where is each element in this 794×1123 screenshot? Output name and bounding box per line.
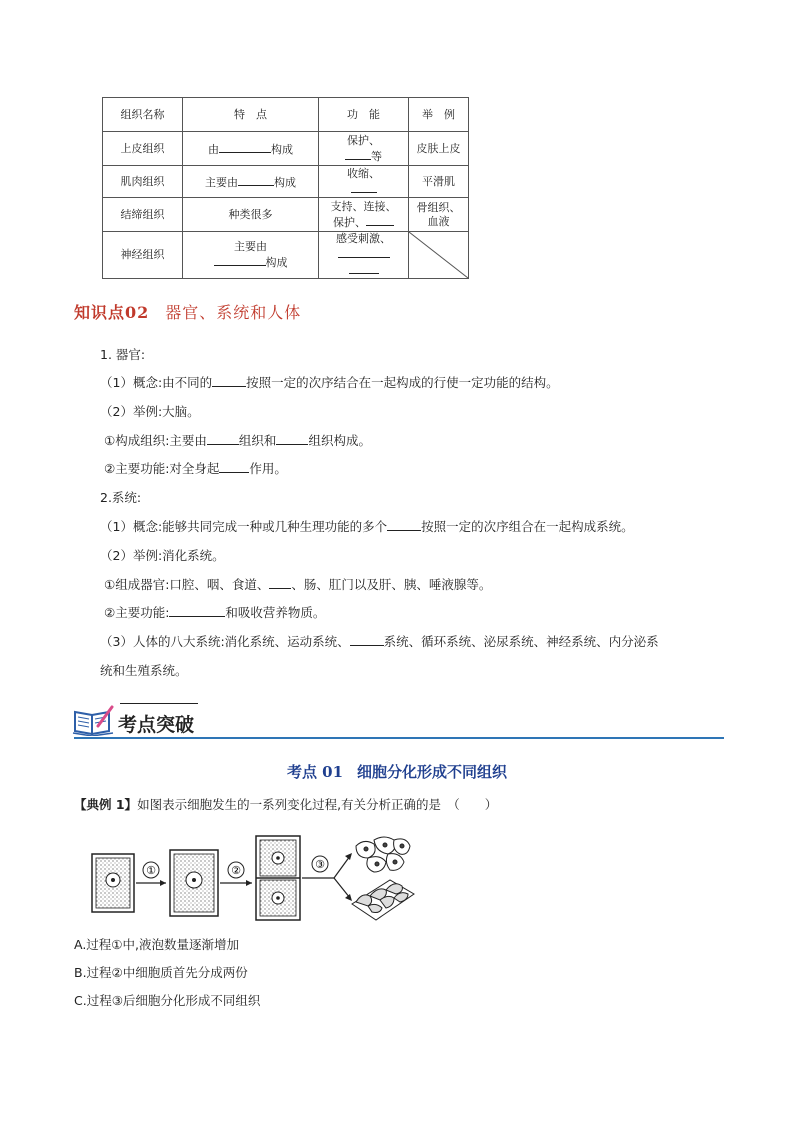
table-row <box>103 132 469 166</box>
text-line: （1）概念:由不同的 按照一定的次序结合在一起构成的行使一定功能的结构。 <box>100 375 559 390</box>
tissue-feature: 由 构成 <box>183 132 319 166</box>
fill-blank <box>349 262 379 274</box>
cell-2 <box>170 850 218 916</box>
fill-blank <box>219 141 271 153</box>
cell-division-diagram <box>88 832 418 924</box>
empty-diagonal-cell <box>409 232 469 279</box>
text-line: （2）举例:消化系统。 <box>100 548 225 563</box>
text-line: （2）举例:大脑。 <box>100 404 200 419</box>
text-line: ②主要功能: 和吸收营养物质。 <box>104 605 326 620</box>
fill-blank <box>366 214 394 226</box>
table-row <box>103 166 469 198</box>
tissue-function: 保护、 等 <box>319 132 409 166</box>
tissue-table <box>102 97 469 279</box>
step-label: ③ <box>315 858 325 871</box>
tissue-function: 收缩、 <box>319 166 409 198</box>
fill-blank <box>269 576 291 589</box>
tissue-feature: 种类很多 <box>183 198 319 232</box>
text-line: （3）人体的八大系统:消化系统、运动系统、 系统、循环系统、泌尿系统、神经系统、内分泌系 <box>100 634 659 649</box>
text-line: 1. 器官: <box>100 347 146 362</box>
tissue-function: 感受刺激、 <box>319 232 409 279</box>
table-header: 举 例 <box>409 98 469 132</box>
tissue-feature: 主要由 构成 <box>183 232 319 279</box>
tissue-example: 平滑肌 <box>409 166 469 198</box>
tissue-name: 上皮组织 <box>103 132 183 166</box>
fill-blank <box>350 633 384 646</box>
fill-blank <box>207 432 239 445</box>
tissue-function: 支持、连接、 保护、 <box>319 198 409 232</box>
fill-blank <box>338 246 390 258</box>
topic-title: 考点 01 细胞分化形成不同组织 <box>286 763 508 781</box>
tissue-cluster-1 <box>356 837 410 872</box>
section-rule <box>74 737 724 739</box>
tissue-example: 皮肤上皮 <box>409 132 469 166</box>
fill-blank <box>276 432 308 445</box>
table-header-row <box>103 98 469 132</box>
fill-blank <box>351 181 377 193</box>
tissue-example: 骨组织、 血液 <box>409 198 469 232</box>
tissue-feature: 主要由 构成 <box>183 166 319 198</box>
book-pen-icon <box>72 704 114 736</box>
tissue-cluster-2 <box>352 880 414 920</box>
text-line: ①组成器官:口腔、咽、食道、 、肠、肛门以及肝、胰、唾液腺等。 <box>104 577 492 592</box>
table-row <box>103 198 469 232</box>
text-line: ①构成组织:主要由 组织和 组织构成。 <box>104 433 371 448</box>
step-label: ② <box>231 864 241 877</box>
table-row <box>103 232 469 279</box>
table-header: 组织名称 <box>103 98 183 132</box>
fill-blank <box>238 174 274 186</box>
cell-1 <box>92 854 134 912</box>
table-header: 特 点 <box>183 98 319 132</box>
text-line: 统和生殖系统。 <box>100 663 188 678</box>
fill-blank <box>212 374 246 387</box>
tissue-name: 结缔组织 <box>103 198 183 232</box>
tissue-name: 神经组织 <box>103 232 183 279</box>
section-heading: 知识点02 器官、系统和人体 <box>74 303 302 322</box>
fill-blank <box>345 148 371 160</box>
tissue-name: 肌肉组织 <box>103 166 183 198</box>
fill-blank <box>387 518 421 531</box>
section-title: 考点突破 <box>118 714 195 736</box>
section-top-rule <box>120 703 198 704</box>
cell-3-divided <box>256 836 300 920</box>
answer-option-c: C.过程③后细胞分化形成不同组织 <box>74 993 261 1008</box>
answer-option-b: B.过程②中细胞质首先分成两份 <box>74 965 248 980</box>
text-line: 2.系统: <box>100 490 142 505</box>
fill-blank <box>169 604 225 617</box>
text-line: （1）概念:能够共同完成一种或几种生理功能的多个 按照一定的次序组合在一起构成系统。 <box>100 519 634 534</box>
step-label: ① <box>146 864 156 877</box>
fill-blank <box>214 254 266 266</box>
text-line: ②主要功能:对全身起 作用。 <box>104 461 287 476</box>
example-question: 【典例 1】如图表示细胞发生的一系列变化过程,有关分析正确的是 （ ） <box>74 797 498 812</box>
table-header: 功 能 <box>319 98 409 132</box>
fill-blank <box>219 460 249 473</box>
answer-option-a: A.过程①中,液泡数量逐渐增加 <box>74 937 239 952</box>
